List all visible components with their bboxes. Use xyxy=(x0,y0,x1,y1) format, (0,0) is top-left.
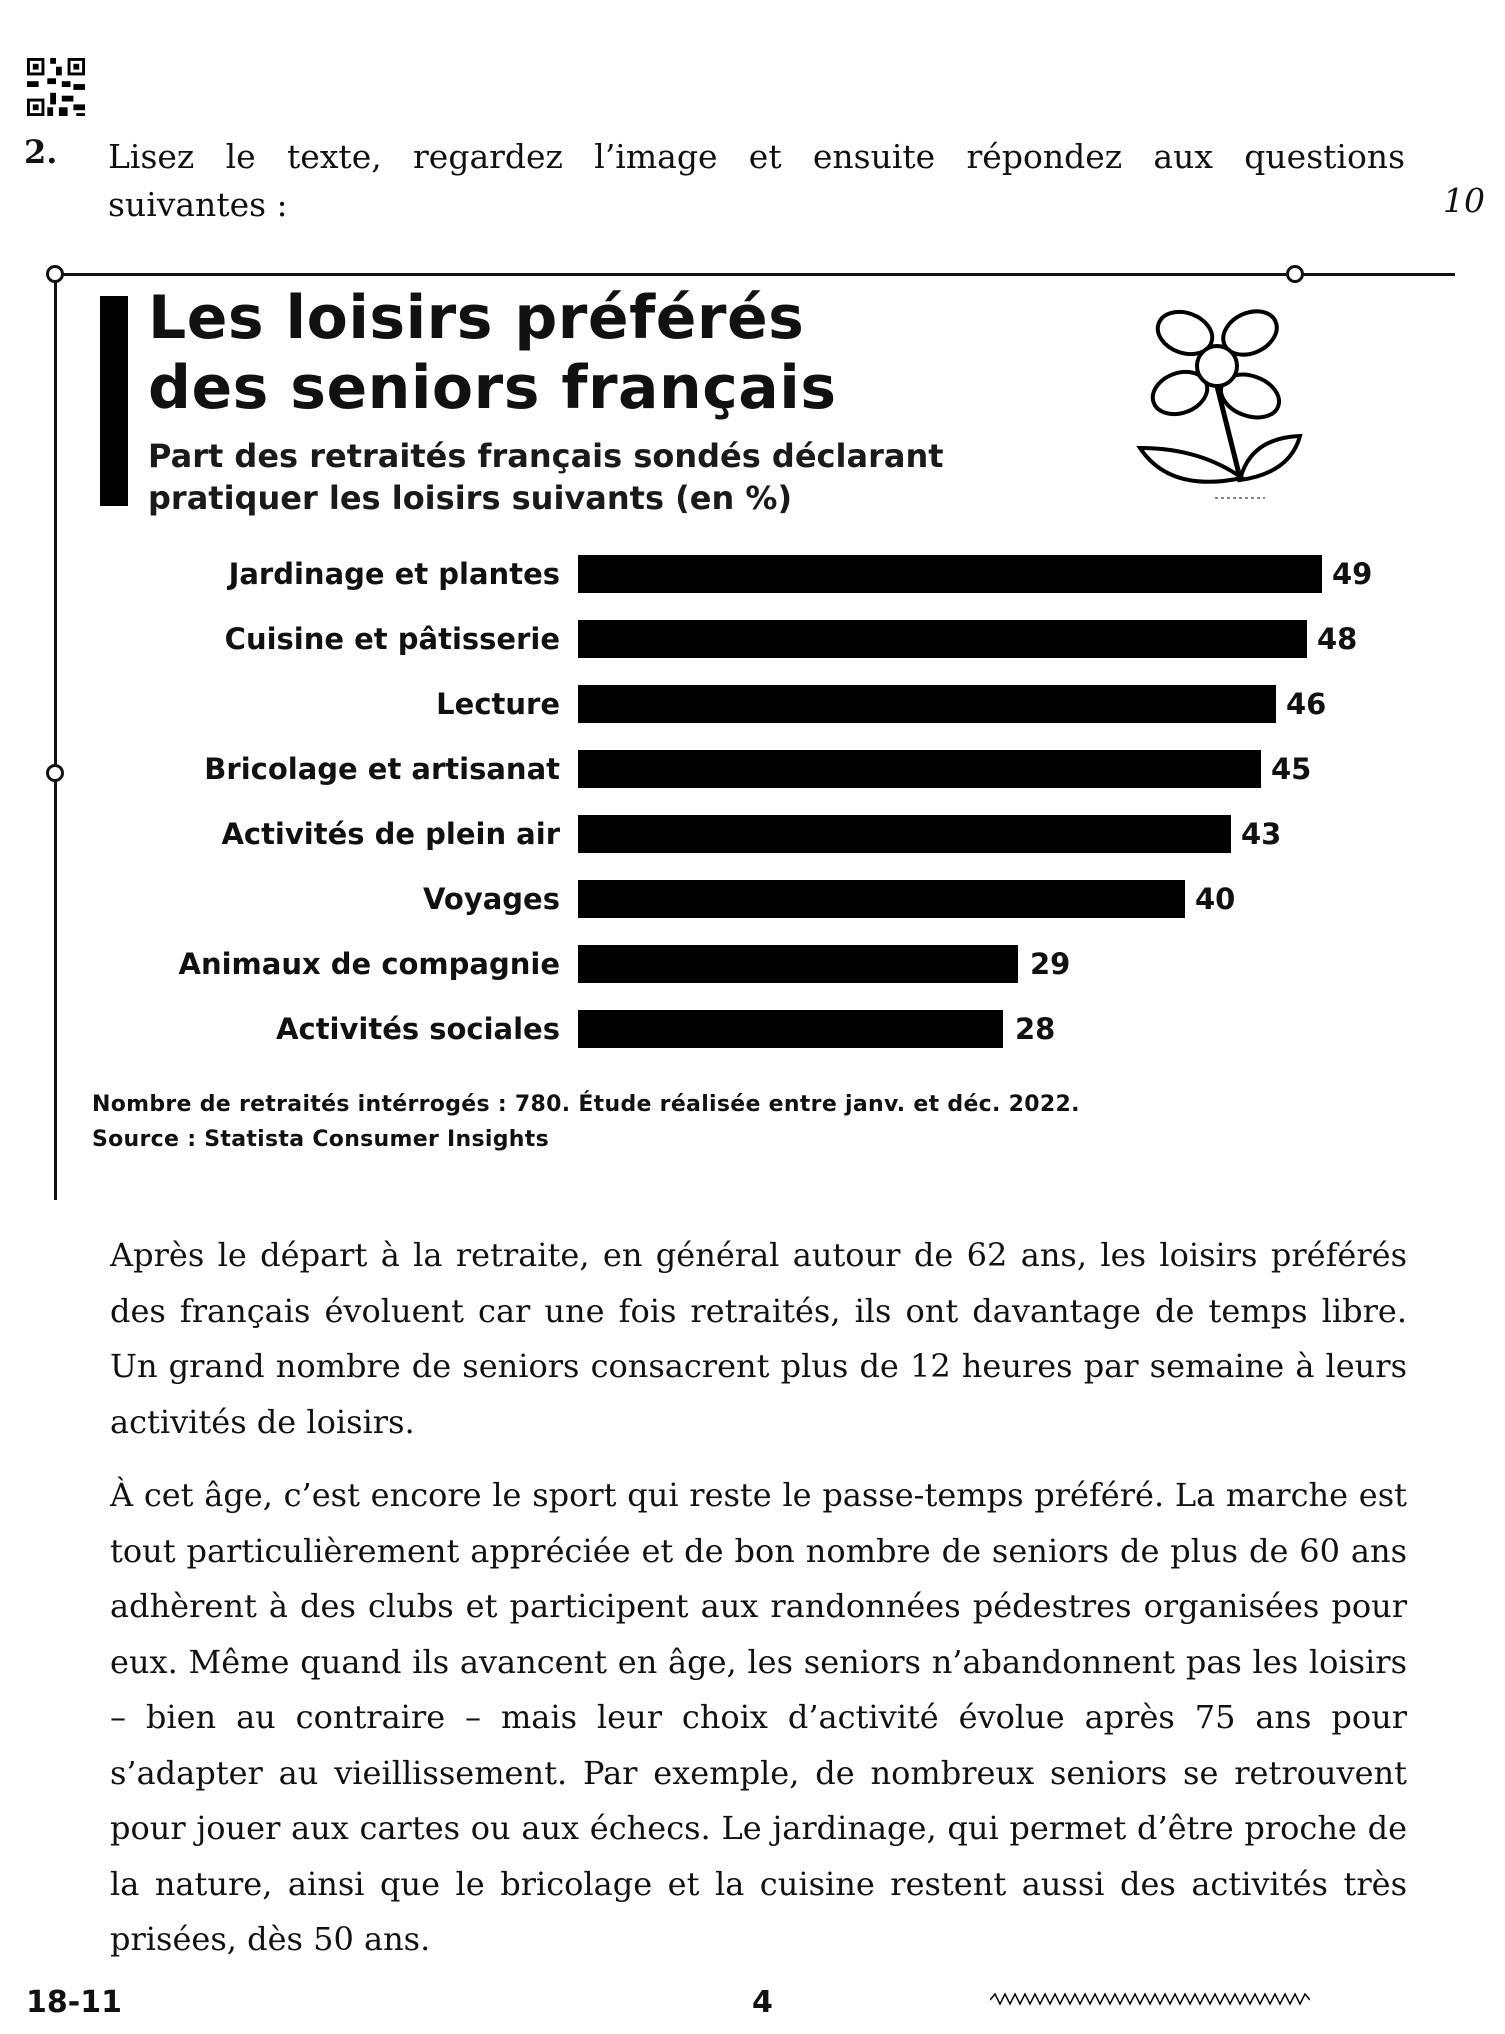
chart-footnote: Nombre de retraités intérrogés : 780. Étude réalisée entre janv. et déc. 2022. xyxy=(92,1092,1080,1117)
row-value: 28 xyxy=(1015,1012,1056,1046)
row-value: 49 xyxy=(1332,557,1373,591)
page-number: 4 xyxy=(752,1985,773,2020)
chart-row xyxy=(0,620,1505,660)
page-code: 18-11 xyxy=(26,1985,122,2020)
row-value: 45 xyxy=(1271,752,1312,786)
chart-row xyxy=(0,685,1505,725)
chart-row xyxy=(0,945,1505,985)
chart-row xyxy=(0,880,1505,920)
wavy-line-icon xyxy=(990,1990,1310,2010)
infographic-title xyxy=(148,283,837,423)
question-number: 2. xyxy=(24,133,58,171)
row-value: 29 xyxy=(1030,947,1071,981)
row-label: Jardinage et plantes xyxy=(228,557,560,591)
bar xyxy=(578,685,1276,723)
passage-paragraph-1: Après le départ à la retraite, en général autour de 62 ans, les loisirs préférés des français évoluent car une fois retraités, ils ont davantage de temps libre. Un grand nombre de seniors consacrent plus de 12 heures par semaine à leurs activités de loisirs. xyxy=(110,1236,1407,1441)
question-text-line1: Lisez le texte, regardez l’image et ensuite répondez aux questions xyxy=(108,137,1405,176)
qr-code-icon xyxy=(26,58,86,116)
title-line1: Les loisirs préférés xyxy=(148,283,805,353)
bar xyxy=(578,555,1322,593)
frame-top-line xyxy=(55,273,1455,276)
question-text-line2: suivantes : xyxy=(108,185,288,224)
frame-ring-icon xyxy=(1286,265,1304,283)
bar xyxy=(578,815,1231,853)
question-instruction xyxy=(108,133,1408,229)
row-value: 43 xyxy=(1241,817,1282,851)
row-label: Cuisine et pâtisserie xyxy=(224,622,560,656)
bar-chart xyxy=(0,550,1505,1050)
bar xyxy=(578,620,1307,658)
chart-row xyxy=(0,815,1505,855)
bar xyxy=(578,750,1261,788)
row-value: 46 xyxy=(1286,687,1327,721)
subtitle-line1: Part des retraités français sondés déclarant xyxy=(148,437,944,475)
row-label: Voyages xyxy=(423,882,560,916)
question-marks: 10 xyxy=(1443,181,1485,220)
row-label: Activités de plein air xyxy=(221,817,560,851)
flower-icon xyxy=(1130,298,1310,508)
row-value: 48 xyxy=(1317,622,1358,656)
title-line2: des seniors français xyxy=(148,353,837,423)
infographic-subtitle xyxy=(148,435,944,519)
chart-row xyxy=(0,555,1505,595)
subtitle-line2: pratiquer les loisirs suivants (en %) xyxy=(148,479,793,517)
frame-ring-icon xyxy=(46,265,64,283)
bar xyxy=(578,945,1018,983)
passage-paragraph-2: À cet âge, c’est encore le sport qui reste le passe-temps préféré. La marche est tout particulièrement appréciée et de bon nombre de seniors de plus de 60 ans adhèrent à des clubs et participent aux randonnées pédestres organisées pour eux. Même quand ils avancent en âge, les seniors n’abandonnent pas les loisirs – bien au contraire – mais leur choix d’activité évolue après 75 ans pour s’adapter au vieillissement. Par exemple, de nombreux seniors se retrouvent pour jouer aux cartes ou aux échecs. Le jardinage, qui permet d’être proche de la nature, ainsi que le bricolage et la cuisine restent aussi des activités très prisées, dès 50 ans. xyxy=(110,1476,1407,1958)
bar xyxy=(578,880,1185,918)
chart-source: Source : Statista Consumer Insights xyxy=(92,1127,549,1152)
row-label: Activités sociales xyxy=(276,1012,560,1046)
title-accent-bar xyxy=(100,296,128,506)
row-label: Bricolage et artisanat xyxy=(204,752,560,786)
bar xyxy=(578,1010,1003,1048)
row-label: Lecture xyxy=(436,687,560,721)
chart-row xyxy=(0,1010,1505,1050)
chart-row xyxy=(0,750,1505,790)
row-label: Animaux de compagnie xyxy=(178,947,560,981)
row-value: 40 xyxy=(1195,882,1236,916)
